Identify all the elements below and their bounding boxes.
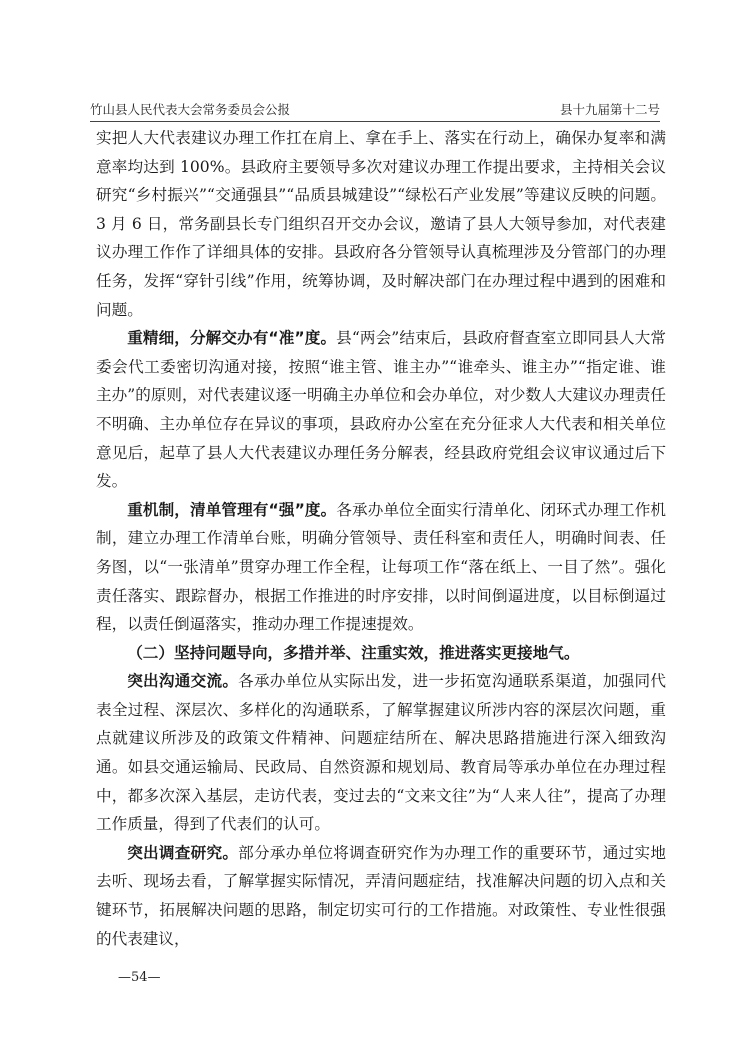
- paragraph-3-lead: 重机制，清单管理有“强”度。: [127, 500, 337, 519]
- paragraph-5-text: 部分承办单位将调查研究作为办理工作的重要环节，通过实地去听、现场去看，了解掌握实际情况，弄清问题症结，找准解决问题的切入点和关键环节，拓展解决问题的思路，制定切实可行的工作措施。对政策性、专业性很强的代表建议，: [96, 843, 666, 948]
- paragraph-5: [96, 839, 666, 953]
- paragraph-4-lead: 突出沟通交流。: [127, 672, 239, 691]
- page-number: —54—: [118, 970, 161, 985]
- paragraph-2-text: 县“两会”结束后，县政府督查室立即同县人大常委会代工委密切沟通对接，按照“谁主管、谁主办”“谁牵头、谁主办”“指定谁、谁主办”的原则，对代表建议逐一明确主办单位和会办单位，对少数人大建议办理责任不明确、主办单位存在异议的事项，县政府办公室在充分征求人大代表和相关单位意见后，起草了县人大代表建议办理任务分解表，经县政府党组会议审议通过后下发。: [96, 329, 666, 491]
- paragraph-4-text: 各承办单位从实际出发，进一步拓宽沟通联系渠道，加强同代表全过程、深层次、多样化的沟通联系，了解掌握建议所涉内容的深层次问题，重点就建议所涉及的政策文件精神、问题症结所在、解决思路措施进行深入细致沟通。如县交通运输局、民政局、自然资源和规划局、教育局等承办单位在办理过程中，都多次深入基层，走访代表，变过去的“文来文往”为“人来人往”，提高了办理工作质量，得到了代表们的认可。: [96, 672, 666, 834]
- paragraph-3-text: 各承办单位全面实行清单化、闭环式办理工作机制，建立办理工作清单台账，明确分管领导、责任科室和责任人，明确时间表、任务图，以“一张清单”贯穿办理工作全程，让每项工作“落在纸上、一目了然”。强化责任落实、跟踪督办，根据工作推进的时序安排，以时间倒逼进度，以目标倒逼过程，以责任倒逼落实，推动办理工作提速提效。: [96, 500, 666, 634]
- paragraph-4: [96, 667, 666, 839]
- paragraph-5-lead: 突出调查研究。: [127, 843, 239, 862]
- issue-number: 县十九届第十二号: [559, 102, 660, 117]
- gazette-title: 竹山县人民代表大会常务委员会公报: [90, 102, 291, 117]
- header-rule: [90, 121, 660, 122]
- paragraph-1: 实把人大代表建议办理工作扛在肩上、拿在手上、落实在行动上，确保办复率和满意率均达到 100%。县政府主要领导多次对建议办理工作提出要求，主持相关会议研究“乡村振兴”“交通强县”“品质县城建设”“绿松石产业发展”等建议反映的问题。3 月 6 日，常务副县长专门组织召开交办会议，邀请了县人大领导参加，对代表建议办理工作作了详细具体的安排。县政府各分管领导认真梳理涉及分管部门的办理任务，发挥“穿针引线”作用，统筹协调，及时解决部门在办理过程中遇到的困难和问题。: [96, 129, 666, 319]
- paragraph-2-lead: 重精细，分解交办有“准”度。: [127, 329, 337, 348]
- page-header: [90, 100, 660, 122]
- paragraph-2: [96, 324, 666, 496]
- paragraph-3: [96, 496, 666, 639]
- body-text: [96, 124, 666, 953]
- section-heading-2: （二）坚持问题导向，多措并举、注重实效，推进落实更接地气。: [127, 643, 580, 662]
